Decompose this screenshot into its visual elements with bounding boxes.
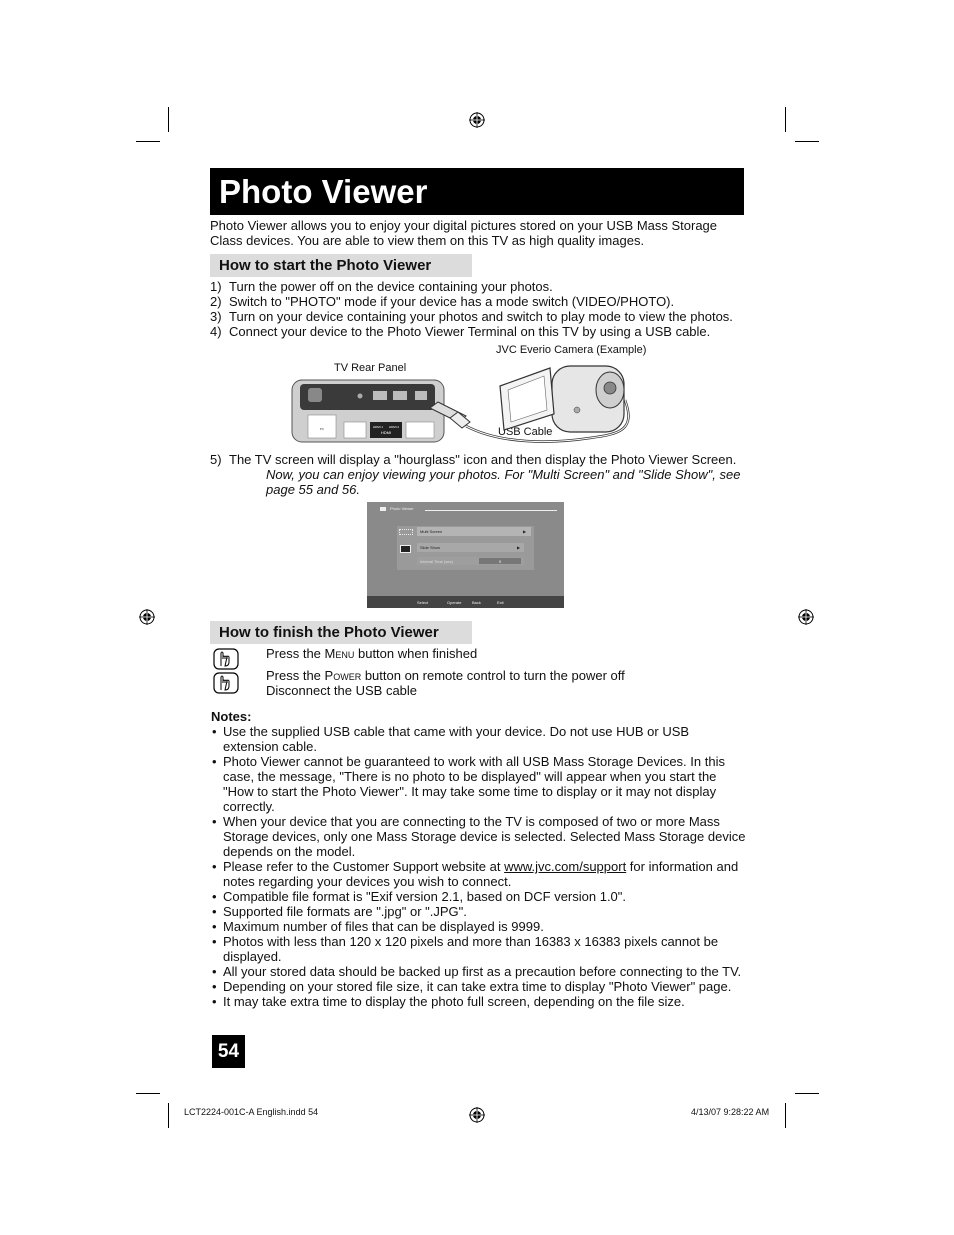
- screen-header: [367, 502, 564, 516]
- menu-panel: [397, 526, 534, 570]
- note-item: • Maximum number of files that can be displayed is 9999.: [211, 919, 746, 934]
- panel-port-label: PC: [319, 427, 325, 431]
- registration-mark-icon: [469, 112, 485, 128]
- interval-value: 5: [499, 559, 502, 564]
- multi-screen-item[interactable]: Multi Screen ▶: [417, 527, 531, 536]
- crop-mark: [136, 141, 160, 142]
- nav-back: Back: [472, 600, 481, 605]
- finish-step-disconnect: Disconnect the USB cable: [266, 683, 418, 698]
- interval-time-item[interactable]: Interval Time (sec) 5: [417, 557, 524, 565]
- note-item: • Use the supplied USB cable that came with your device. Do not use HUB or USB extension cable.: [211, 724, 746, 754]
- panel-port-label: HDMI 1: [372, 425, 384, 429]
- crop-mark: [795, 1093, 819, 1094]
- header-divider: [425, 510, 557, 511]
- slide-show-icon: [400, 545, 411, 553]
- multi-screen-icon: [399, 529, 413, 535]
- intro-text: Photo Viewer allows you to enjoy your digital pictures stored on your USB Mass Storage Class devices. You are able to view them on this TV as high quality images.: [210, 218, 718, 248]
- slide-show-item[interactable]: Slide Show ▶: [417, 543, 524, 552]
- support-link[interactable]: www.jvc.com/support: [504, 859, 627, 874]
- registration-mark-icon: [798, 609, 814, 625]
- footer-file-name: LCT2224-001C-A English.indd 54: [184, 1107, 319, 1117]
- power-key: Power: [324, 668, 362, 683]
- panel-label: TV Rear Panel: [334, 362, 407, 374]
- step-3: 3) Turn on your device containing your photos and switch to play mode to view the photos.: [210, 309, 733, 324]
- step-2: 2) Switch to "PHOTO" mode if your device has a mode switch (VIDEO/PHOTO).: [210, 294, 675, 309]
- step-5-note-line-2: page 55 and 56.: [266, 482, 360, 497]
- notes-heading: Notes:: [211, 709, 252, 724]
- photo-viewer-screen: [367, 502, 564, 608]
- note-item: • Compatible file format is "Exif version 2.1, based on DCF version 1.0".: [211, 889, 746, 904]
- hand-press-icon: [213, 648, 239, 670]
- note-item: • All your stored data should be backed up first as a precaution before connecting to the TV.: [211, 964, 746, 979]
- notes-list: [211, 724, 746, 1009]
- page-title: Photo Viewer: [210, 168, 744, 215]
- notes-block: [211, 709, 746, 1009]
- note-item: • Depending on your stored file size, it can take extra time to display "Photo Viewer" page.: [211, 979, 746, 994]
- note-item: • When your device that you are connecting to the TV is composed of two or more Mass Storage devices, only one Mass Storage device is selected. Selected Mass Storage device depends on the model.: [211, 814, 746, 859]
- registration-mark-icon: [469, 1107, 485, 1123]
- section-heading-start: How to start the Photo Viewer: [210, 254, 472, 277]
- note-item: • Photo Viewer cannot be guaranteed to work with all USB Mass Storage Devices. In this case, the message, "There is no photo to be displayed" will appear when you start the "How to start the Photo Viewer". It may take some time to display or it may not display correctly.: [211, 754, 746, 814]
- step-5: 5) The TV screen will display a "hourglass" icon and then display the Photo Viewer Screen.: [210, 452, 737, 467]
- camcorder-icon: [500, 366, 624, 432]
- camera-label: JVC Everio Camera (Example): [496, 344, 647, 356]
- crop-mark: [136, 1093, 160, 1094]
- page-number: 54: [212, 1035, 245, 1068]
- screen-nav-bar: [367, 596, 564, 608]
- nav-operate: Operate: [447, 600, 462, 605]
- nav-select: Select: [417, 600, 429, 605]
- nav-exit: Exit: [497, 600, 504, 605]
- cable-label: USB Cable: [498, 426, 553, 438]
- note-item: • Photos with less than 120 x 120 pixels and more than 16383 x 16383 pixels cannot be displayed.: [211, 934, 746, 964]
- panel-port-label: HDMI: [380, 430, 392, 435]
- section-heading-finish: How to finish the Photo Viewer: [210, 621, 472, 644]
- panel-port-label: HDMI 2: [388, 425, 400, 429]
- crop-mark: [785, 107, 786, 132]
- hand-press-icon: [213, 672, 239, 694]
- tv-rear-panel: [292, 380, 444, 442]
- crop-mark: [168, 1103, 169, 1128]
- connection-diagram: [290, 360, 640, 446]
- screen-header-title: Photo Viewer: [390, 506, 414, 511]
- finish-step-menu: Press the Menu button when finished: [266, 646, 478, 661]
- step-5-note-line-1: Now, you can enjoy viewing your photos. For "Multi Screen" and "Slide Show", see: [266, 467, 741, 482]
- crop-mark: [795, 141, 819, 142]
- menu-key: Menu: [324, 646, 355, 661]
- note-item-support: • Please refer to the Customer Support website at www.jvc.com/support for information and notes regarding your devices you wish to connect.: [211, 859, 746, 889]
- registration-mark-icon: [139, 609, 155, 625]
- note-item: • It may take extra time to display the photo full screen, depending on the file size.: [211, 994, 746, 1009]
- chevron-right-icon: ▶: [517, 545, 521, 550]
- chevron-right-icon: ▶: [523, 529, 527, 534]
- footer-timestamp: 4/13/07 9:28:22 AM: [691, 1107, 770, 1117]
- crop-mark: [168, 107, 169, 132]
- step-1: 1) Turn the power off on the device containing your photos.: [210, 279, 553, 294]
- crop-mark: [785, 1103, 786, 1128]
- note-item: • Supported file formats are ".jpg" or ".JPG".: [211, 904, 746, 919]
- step-4: 4) Connect your device to the Photo Viewer Terminal on this TV by using a USB cable.: [210, 324, 711, 339]
- finish-step-power: Press the Power button on remote control to turn the power off: [266, 668, 625, 683]
- camera-icon: [380, 507, 386, 511]
